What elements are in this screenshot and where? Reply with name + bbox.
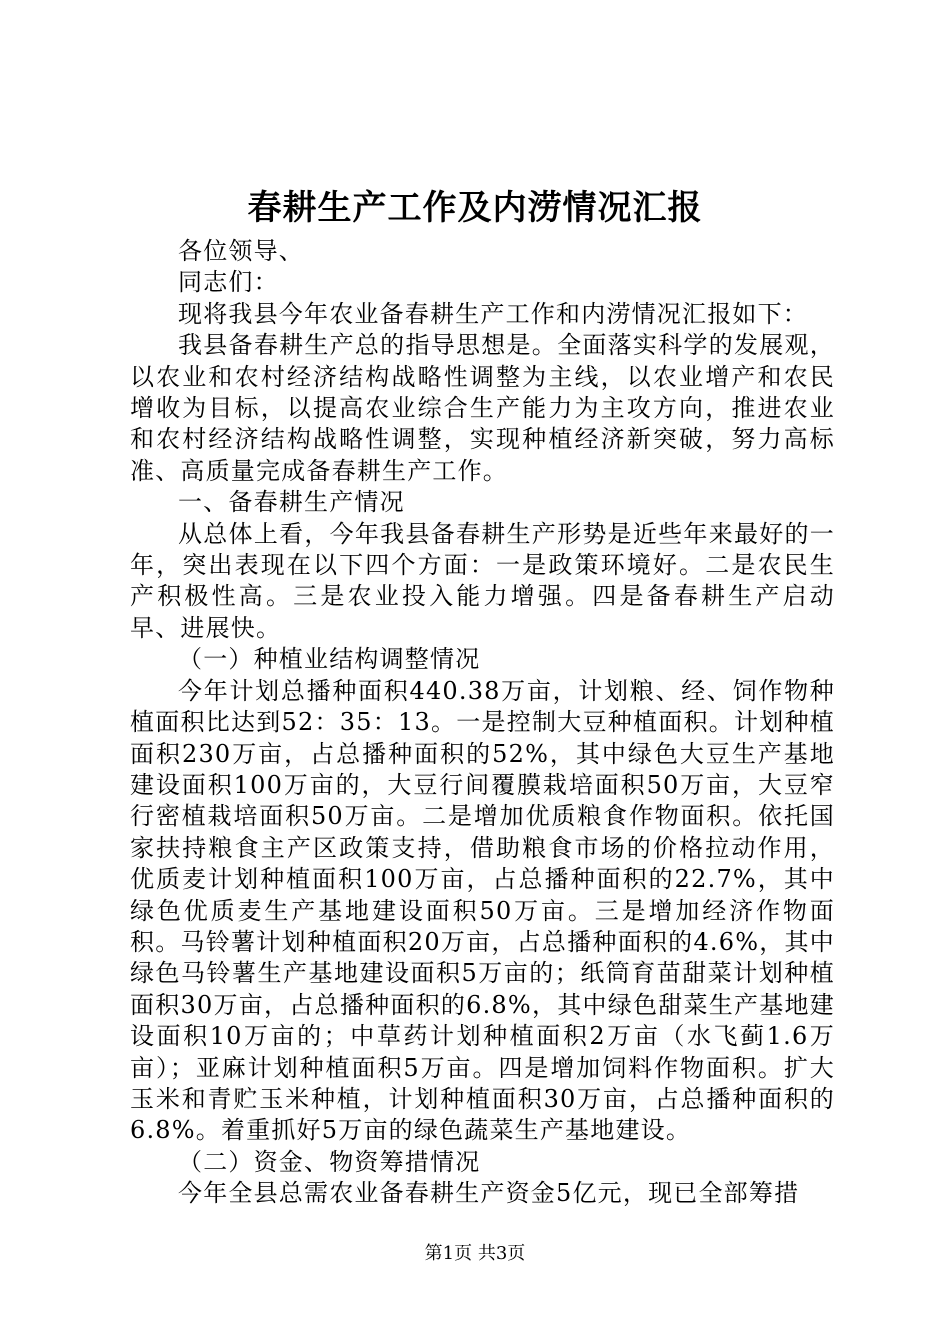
page-footer: 第1页 共3页 [424, 1243, 526, 1264]
intro-paragraph: 现将我县今年农业备春耕生产工作和内涝情况汇报如下： [178, 299, 808, 328]
salutation-line-2: 同志们： [178, 268, 279, 297]
subsection-2-paragraph: 今年全县总需农业备春耕生产资金5亿元，现已全部筹措 [178, 1179, 800, 1208]
document-title: 春耕生产工作及内涝情况汇报 [247, 188, 703, 228]
subsection-2-heading: （二）资金、物资筹措情况 [178, 1147, 481, 1176]
section-1-heading: 一、备春耕生产情况 [178, 488, 405, 517]
salutation-line-1: 各位领导、 [178, 237, 304, 265]
section-1-paragraph: 从总体上看，今年我县备春耕生产形势是近些年来最好的一年，突出表现在以下四个方面：一是政策环境好。二是农民生产积极性高。三是农业投入能力增强。四是备春耕生产启动早、进展快。 [130, 519, 835, 642]
subsection-1-heading: （一）种植业结构调整情况 [178, 645, 481, 674]
subsection-1-paragraph: 今年计划总播种面积440.38万亩，计划粮、经、饲作物种植面积比达到52：35：13。一是控制大豆种植面积。计划种植面积230万亩，占总播种面积的52%，其中绿色大豆生产基地建设面积100万亩的，大豆行间覆膜栽培面积50万亩，大豆窄行密植栽培面积50万亩。二是增加优质粮食作物面积。依托国家扶持粮食主产区政策支持，借助粮食市场的价格拉动作用，优质麦计划种植面积100万亩，占总播种面积的22.7%，其中绿色优质麦生产基地建设面积50万亩。三是增加经济作物面积。马铃薯计划种植面积20万亩，占总播种面积的4.6%，其中绿色马铃薯生产基地建设面积5万亩的；纸筒育苗甜菜计划种植面积30万亩，占总播种面积的6.8%，其中绿色甜菜生产基地建设面积10万亩的；中草药计划种植面积2万亩（水飞蓟1.6万亩）；亚麻计划种植面积5万亩。四是增加饲料作物面积。扩大玉米和青贮玉米种植，计划种植面积30万亩，占总播种面积的6.8%。着重抓好5万亩的绿色蔬菜生产基地建设。 [130, 676, 835, 1145]
document-body [130, 236, 835, 1210]
guiding-paragraph: 我县备春耕生产总的指导思想是。全面落实科学的发展观，以农业和农村经济结构战略性调整为主线，以农业增产和农民增收为目标，以提高农业综合生产能力为主攻方向，推进农业和农村经济结构战略性调整，实现种植经济新突破，努力高标准、高质量完成备春耕生产工作。 [130, 331, 835, 485]
